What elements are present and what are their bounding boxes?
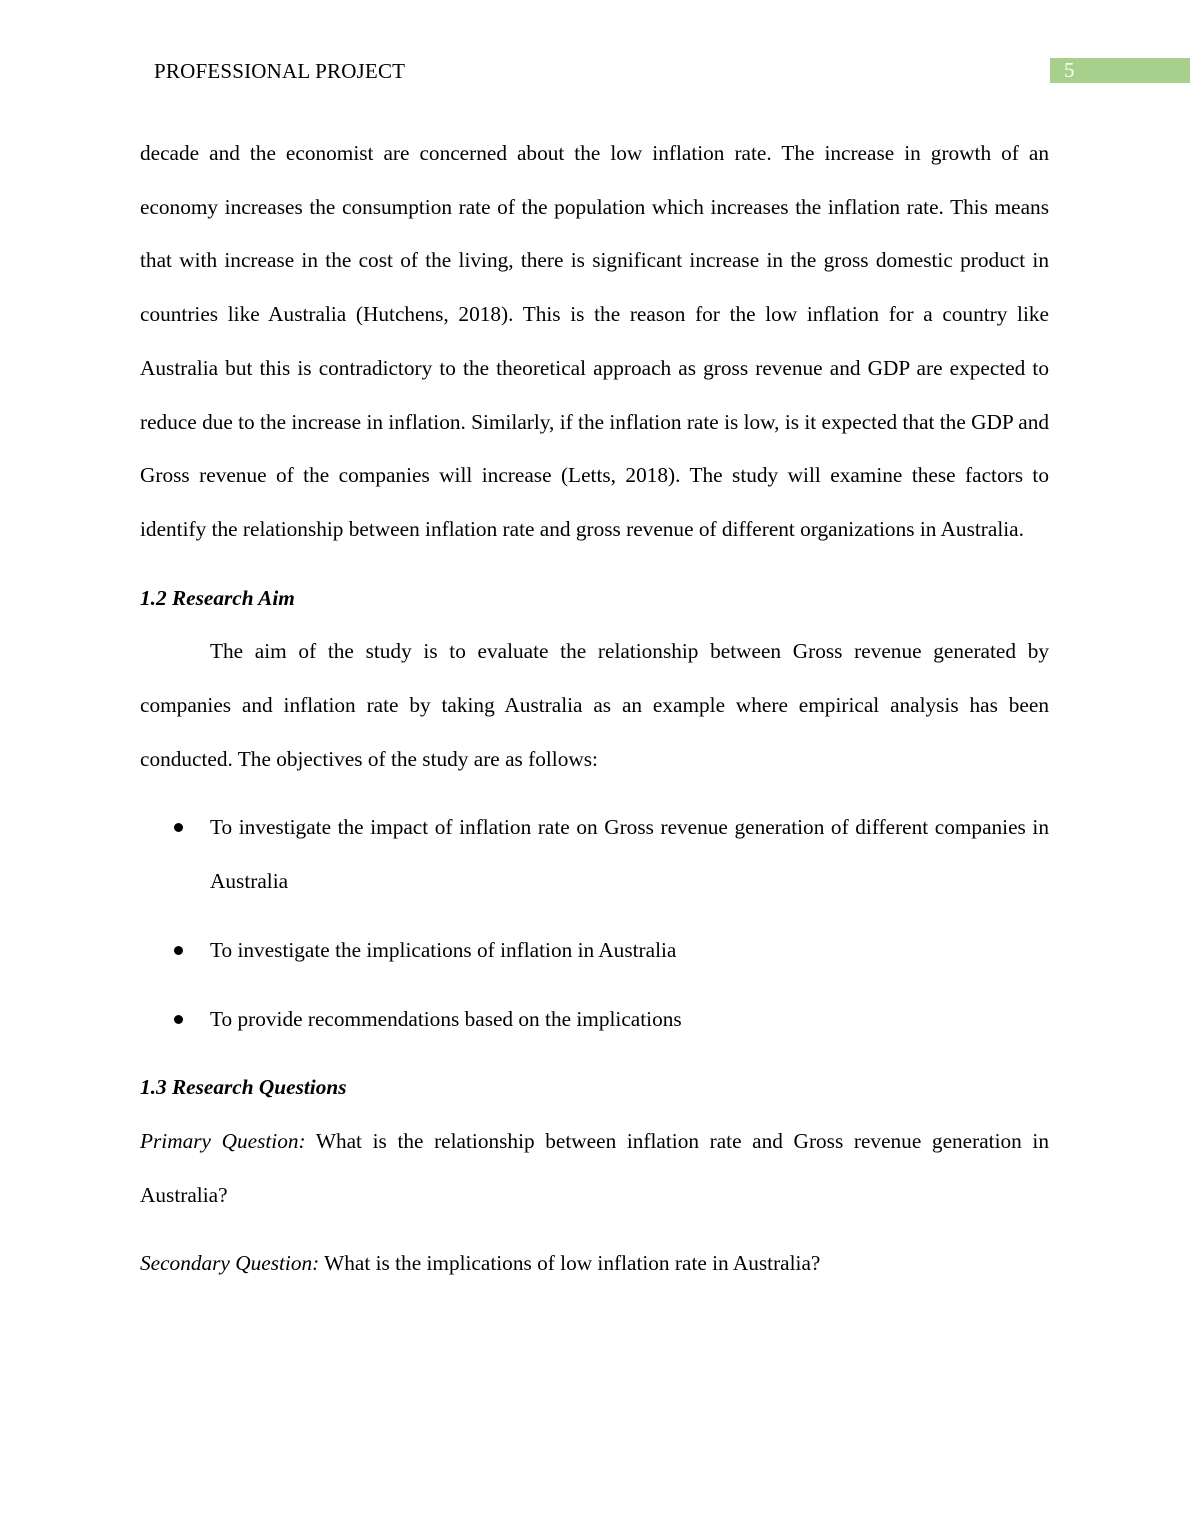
list-item	[140, 924, 1049, 978]
list-item	[140, 801, 1049, 908]
bullet-icon	[174, 946, 183, 955]
document-body	[140, 127, 1049, 1291]
intro-paragraph: decade and the economist are concerned about the low inflation rate. The increase in growth of an economy increases the consumption rate of the population which increases the inflation rate. This means that with increase in the cost of the living, there is significant increase in the gross domestic product in countries like Australia (Hutchens, 2018). This is the reason for the low inflation for a country like Australia but this is contradictory to the theoretical approach as gross revenue and GDP are expected to reduce due to the increase in inflation. Similarly, if the inflation rate is low, is it expected that the GDP and Gross revenue of the companies will increase (Letts, 2018). The study will examine these factors to identify the relationship between inflation rate and gross revenue of different organizations in Australia.	[140, 141, 1049, 541]
running-header-title: PROFESSIONAL PROJECT	[154, 59, 406, 83]
page-number-box	[1050, 58, 1190, 83]
objective-text: To investigate the impact of inflation rate on Gross revenue generation of different companies in Australia	[210, 815, 1049, 894]
research-aim-heading: 1.2 Research Aim	[140, 585, 295, 610]
secondary-question	[140, 1237, 1049, 1291]
page-number: 5	[1064, 58, 1075, 82]
bullet-icon	[174, 1015, 183, 1024]
secondary-question-label: Secondary Question:	[140, 1251, 320, 1276]
list-item	[140, 993, 1049, 1047]
secondary-question-text: What is the implications of low inflation rate in Australia?	[319, 1251, 821, 1276]
objective-text: To provide recommendations based on the implications	[210, 1006, 682, 1031]
primary-question	[140, 1115, 1049, 1222]
research-questions-heading: 1.3 Research Questions	[140, 1075, 347, 1100]
bullet-icon	[174, 823, 183, 832]
objective-text: To investigate the implications of inflation in Australia	[210, 937, 677, 962]
primary-question-text: What is the relationship between inflation rate and Gross revenue generation in Australia?	[140, 1128, 1049, 1207]
research-aim-paragraph: The aim of the study is to evaluate the relationship between Gross revenue generated by companies and inflation rate by taking Australia as an example where empirical analysis has been conducted. The objectives of the study are as follows:	[140, 639, 1049, 771]
primary-question-label: Primary Question:	[140, 1128, 306, 1153]
objectives-list	[140, 801, 1049, 1046]
